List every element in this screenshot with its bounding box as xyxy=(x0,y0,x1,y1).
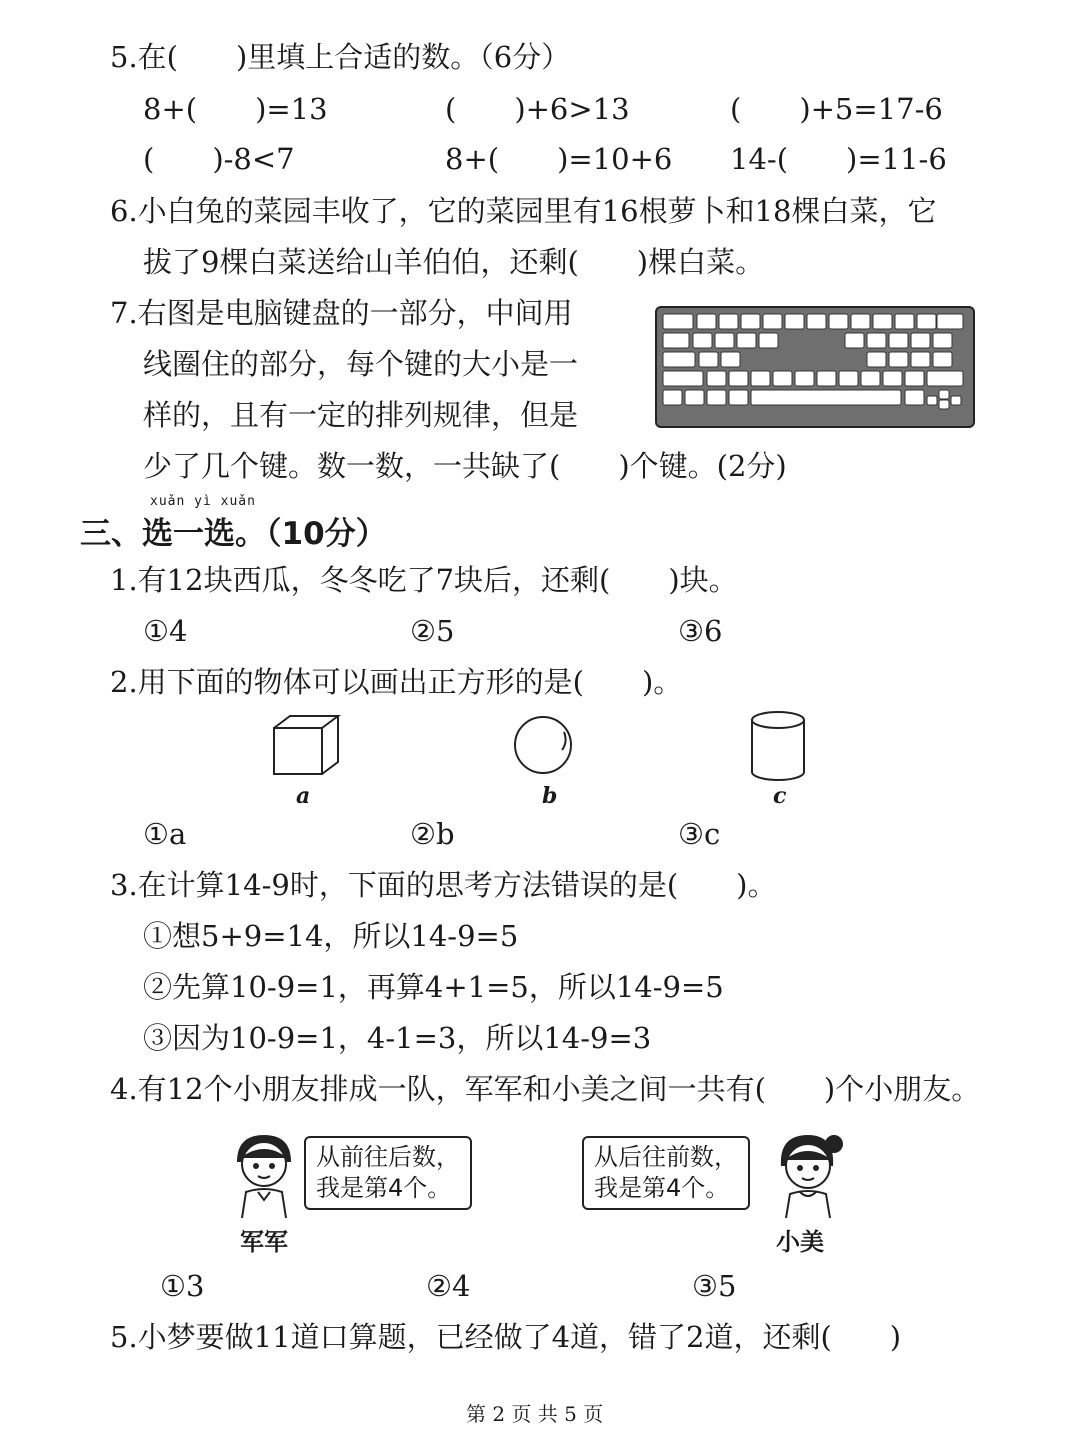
keyboard-key xyxy=(729,371,748,386)
sphere-icon xyxy=(512,714,576,776)
s3-q4-option-2: ②4 xyxy=(426,1269,471,1303)
s3-q2-question: 2.用下面的物体可以画出正方形的是( )。 xyxy=(110,665,683,699)
girl-icon xyxy=(768,1130,848,1220)
q6-line-1: 6.小白兔的菜园丰收了，它的菜园里有16根萝卜和18棵白菜，它 xyxy=(110,194,937,228)
keyboard-key xyxy=(905,390,924,405)
keyboard-key xyxy=(861,371,880,386)
keyboard-key xyxy=(697,314,716,329)
keyboard-key xyxy=(773,371,792,386)
q5-item-6: 14-( )=11-6 xyxy=(730,142,947,176)
q5-item-5: 8+( )=10+6 xyxy=(445,142,673,176)
keyboard-key xyxy=(751,371,770,386)
keyboard-key xyxy=(795,371,814,386)
page-footer: 第 2 页 共 5 页 xyxy=(466,1402,604,1426)
s3-q2-option-3: ③c xyxy=(678,817,721,851)
keyboard-key xyxy=(707,390,726,405)
keyboard-key xyxy=(917,314,936,329)
keyboard-key xyxy=(829,314,848,329)
right-speech-bubble: 从后往前数， 我是第4个。 xyxy=(582,1136,750,1210)
right-child-name: 小美 xyxy=(776,1228,824,1256)
keyboard-key xyxy=(845,333,864,348)
keyboard-key xyxy=(937,314,963,329)
keyboard-key xyxy=(889,352,908,367)
q7-line-4: 少了几个键。数一数，一共缺了( )个键。(2分) xyxy=(143,449,787,483)
shape-label-c: c xyxy=(773,783,787,809)
keyboard-key xyxy=(911,352,930,367)
keyboard-key xyxy=(729,390,748,405)
keyboard-key xyxy=(663,352,695,367)
s3-q3-option-2: ②先算10-9=1，再算4+1=5，所以14-9=5 xyxy=(143,970,724,1004)
keyboard-key xyxy=(759,333,778,348)
q5-item-4: ( )-8<7 xyxy=(143,142,295,176)
s3-q2-option-2: ②b xyxy=(410,817,455,851)
keyboard-key xyxy=(951,396,961,405)
keyboard-key xyxy=(785,314,804,329)
q6-line-2: 拔了9棵白菜送给山羊伯伯，还剩( )棵白菜。 xyxy=(143,245,765,279)
s3-q4-question: 4.有12个小朋友排成一队，军军和小美之间一共有( )个小朋友。 xyxy=(110,1072,981,1106)
keyboard-illustration xyxy=(655,306,975,428)
s3-q1-question: 1.有12块西瓜，冬冬吃了7块后，还剩( )块。 xyxy=(110,563,738,597)
keyboard-key xyxy=(751,390,901,405)
keyboard-key xyxy=(933,352,952,367)
keyboard-key xyxy=(693,333,712,348)
q7-line-2: 线圈住的部分，每个键的大小是一 xyxy=(143,347,579,381)
keyboard-key xyxy=(685,390,704,405)
q5-item-1: 8+( )=13 xyxy=(143,92,328,126)
shape-label-b: b xyxy=(542,783,558,809)
keyboard-key xyxy=(715,333,734,348)
s3-q1-option-1: ①4 xyxy=(143,614,188,648)
keyboard-key xyxy=(933,333,952,348)
q5-title: 5.在( )里填上合适的数。（6分） xyxy=(110,40,571,74)
q5-item-2: ( )+6>13 xyxy=(445,92,630,126)
q7-line-3: 样的，且有一定的排列规律，但是 xyxy=(143,398,579,432)
s3-q5-question: 5.小梦要做11道口算题，已经做了4道，错了2道，还剩( ) xyxy=(110,1320,902,1354)
keyboard-key xyxy=(663,371,703,386)
section3-title: 三、选一选。（10分） xyxy=(80,516,387,552)
s3-q3-question: 3.在计算14-9时，下面的思考方法错误的是( )。 xyxy=(110,868,777,902)
keyboard-key xyxy=(867,352,886,367)
keyboard-key xyxy=(737,333,756,348)
keyboard-key xyxy=(911,333,930,348)
s3-q1-option-3: ③6 xyxy=(678,614,723,648)
keyboard-key xyxy=(763,314,782,329)
keyboard-key xyxy=(905,371,924,386)
keyboard-key xyxy=(939,390,949,399)
keyboard-key xyxy=(741,314,760,329)
keyboard-key xyxy=(699,352,718,367)
keyboard-key xyxy=(839,371,858,386)
cube-icon xyxy=(270,712,342,778)
s3-q4-option-1: ①3 xyxy=(160,1269,205,1303)
keyboard-key xyxy=(807,314,826,329)
keyboard-key xyxy=(817,371,836,386)
keyboard-key xyxy=(867,333,886,348)
q7-line-1: 7.右图是电脑键盘的一部分，中间用 xyxy=(110,296,573,330)
left-child-name: 军军 xyxy=(240,1228,288,1256)
shape-label-a: a xyxy=(296,783,311,809)
s3-q1-option-2: ②5 xyxy=(410,614,455,648)
keyboard-key xyxy=(663,314,693,329)
keyboard-key xyxy=(719,314,738,329)
s3-q3-option-3: ③因为10-9=1，4-1=3，所以14-9=3 xyxy=(143,1021,652,1055)
s3-q2-option-1: ①a xyxy=(143,817,187,851)
keyboard-key xyxy=(939,400,949,409)
keyboard-key xyxy=(663,390,682,405)
keyboard-key xyxy=(873,314,892,329)
keyboard-key xyxy=(889,333,908,348)
keyboard-key xyxy=(707,371,726,386)
keyboard-key xyxy=(895,314,914,329)
s3-q3-option-1: ①想5+9=14，所以14-9=5 xyxy=(143,919,519,953)
left-speech-bubble: 从前往后数， 我是第4个。 xyxy=(304,1136,472,1210)
keyboard-key xyxy=(883,371,902,386)
boy-icon xyxy=(228,1132,300,1220)
section3-pinyin: xuǎn yì xuǎn xyxy=(150,494,256,509)
s3-q4-option-3: ③5 xyxy=(692,1269,737,1303)
q5-item-3: ( )+5=17-6 xyxy=(730,92,943,126)
keyboard-key xyxy=(927,396,937,405)
keyboard-key xyxy=(663,333,689,348)
cylinder-icon xyxy=(748,710,808,782)
keyboard-key xyxy=(927,371,963,386)
keyboard-key xyxy=(721,352,740,367)
keyboard-key xyxy=(851,314,870,329)
